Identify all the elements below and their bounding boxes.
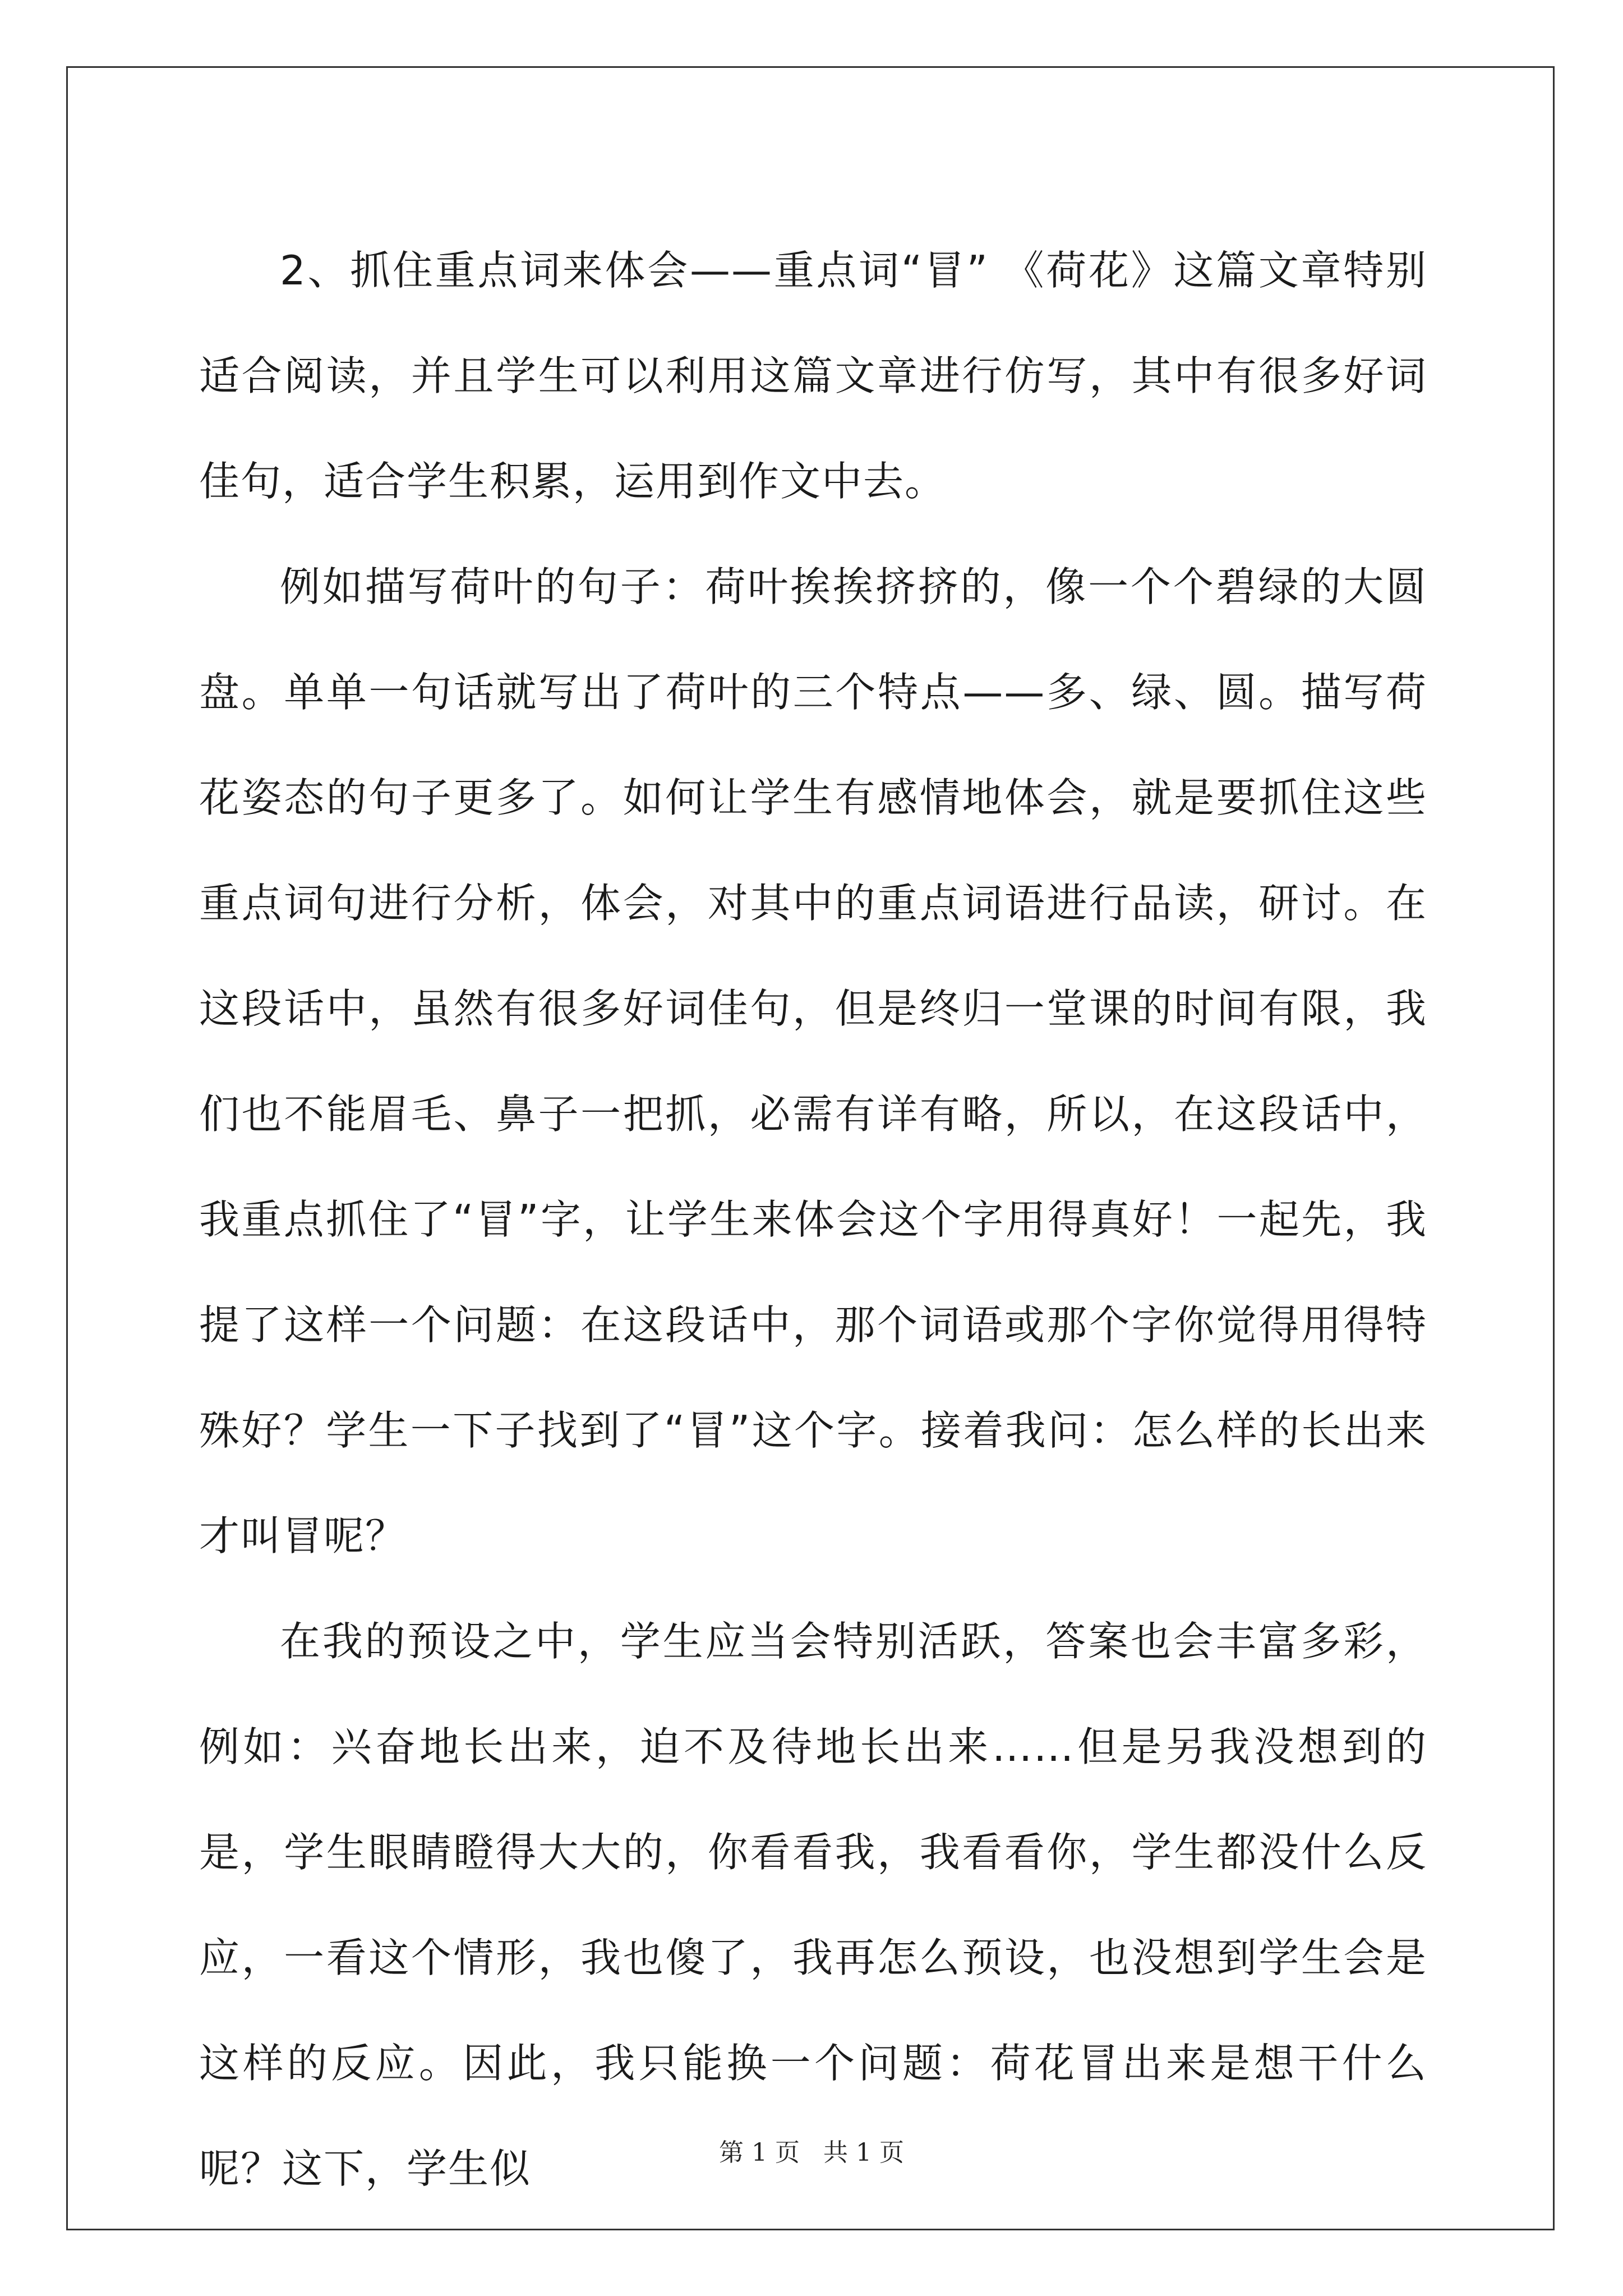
paragraph-1: 2、抓住重点词来体会——重点词“冒” 《荷花》这篇文章特别适合阅读，并且学生可以利用这篇文章进行仿写，其中有很多好词佳句，适合学生积累，运用到作文中去。 xyxy=(199,247,1427,505)
paragraph-2: 例如描写荷叶的句子：荷叶挨挨挤挤的，像一个个碧绿的大圆盘。单单一句话就写出了荷叶的三个特点——多、绿、圆。描写荷花姿态的句子更多了。如何让学生有感情地体会，就是要抓住这些重点词句进行分析，体会，对其中的重点词语进行品读，研讨。在这段话中，虽然有很多好词佳句，但是终归一堂课的时间有限，我们也不能眉毛、鼻子一把抓，必需有详有略，所以，在这段话中，我重点抓住了“冒”字，让学生来体会这个字用得真好！一起先，我提了这样一个问题：在这段话中，那个词语或那个字你觉得用得特殊好？学生一下子找到了“冒”这个字。接着我问：怎么样的长出来才叫冒呢？ xyxy=(199,563,1427,1559)
page-number: 第 1 页 xyxy=(719,2138,800,2167)
page-total: 共 1 页 xyxy=(823,2138,904,2167)
paragraph-3: 在我的预设之中，学生应当会特别活跃，答案也会丰富多彩，例如：兴奋地长出来，迫不及待地长出来……但是另我没想到的是，学生眼睛瞪得大大的，你看看我，我看看你，学生都没什么反应，一看这个情形，我也傻了，我再怎么预设，也没想到学生会是这样的反应。因此，我只能换一个问题：荷花冒出来是想干什么呢？这下，学生似 xyxy=(199,1618,1427,2192)
document-body xyxy=(199,218,1427,2221)
page-footer xyxy=(0,2136,1623,2170)
